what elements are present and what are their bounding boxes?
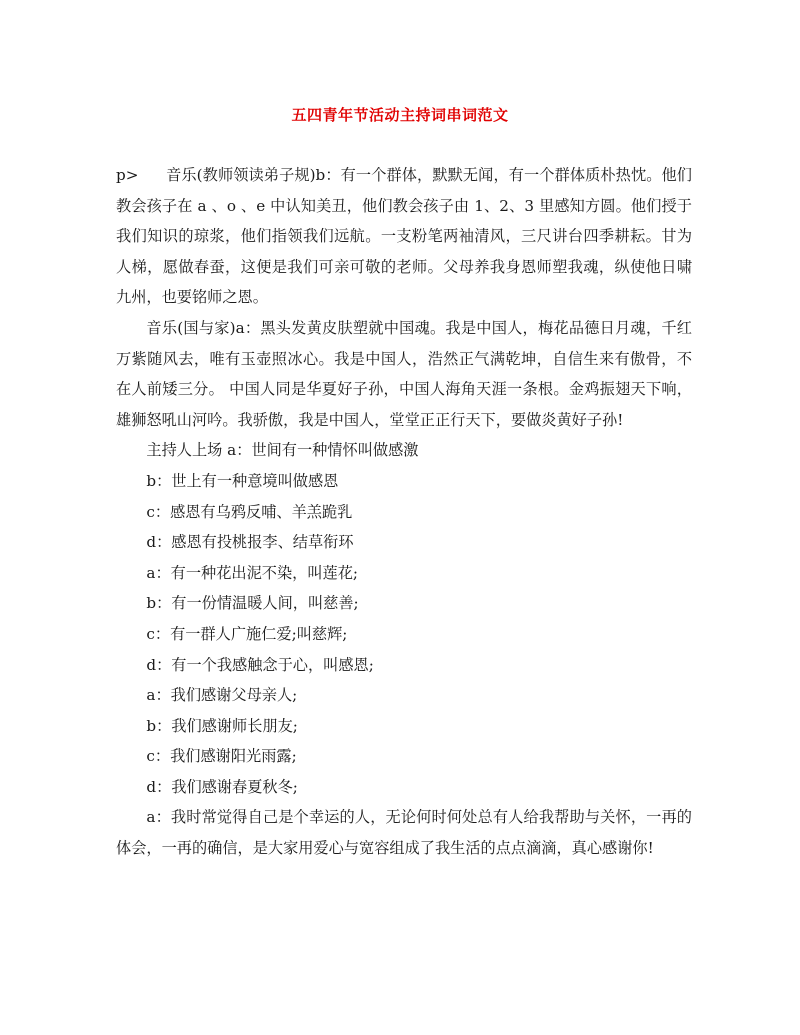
document-title: 五四青年节活动主持词串词范文 — [291, 106, 509, 124]
dialogue-line: a：我们感谢父母亲人; — [146, 686, 298, 705]
dialogue-line: c：感恩有乌鸦反哺、羊羔跪乳 — [146, 502, 353, 521]
dialogue-line: c：我们感谢阳光雨露; — [146, 747, 297, 766]
dialogue-line: a：有一种花出泥不染，叫莲花; — [146, 563, 358, 582]
document-body — [116, 160, 692, 864]
paragraph-2: 音乐(国与家)a：黑头发黄皮肤塑就中国魂。我是中国人，梅花品德日月魂，千红万紫随风去，唯有玉壶照冰心。我是中国人，浩然正气满乾坤，自信生来有傲骨，不在人前矮三分。 中国人同是华夏好子孙，中国人海角天涯一条根。金鸡振翅天下响，雄狮怒吼山河吟。我骄傲，我是中国人，堂堂正正行天下，要做炎黄好子孙! — [116, 318, 692, 429]
paragraph-1 — [116, 160, 692, 313]
dialogue-line: c：有一群人广施仁爱;叫慈辉; — [146, 624, 348, 643]
dialogue-line: d：有一个我感触念于心，叫感恩; — [146, 655, 374, 674]
dialogue-line: d：我们感谢春夏秋冬; — [146, 777, 298, 796]
dialogue-line: b：我们感谢师长朋友; — [146, 716, 298, 735]
paragraph-1-text: 音乐(教师领读弟子规)b：有一个群体，默默无闻，有一个群体质朴热忱。他们教会孩子在 a 、o 、e 中认知美丑，他们教会孩子由 1、2、3 里感知方圆。他们授于我们知识的琼浆，他们指领我们远航。一支粉笔两袖清风，三尺讲台四季耕耘。甘为人梯，愿做春蚕，这便是我们可亲可敬的老师。父母养我身恩师塑我魂，纵使他日啸九州，也要铭师之恩。 — [116, 166, 692, 307]
paragraph-prefix: p> — [116, 166, 139, 184]
dialogue-line: 主持人上场 a：世间有一种情怀叫做感激 — [146, 441, 419, 460]
dialogue-line: b：世上有一种意境叫做感恩 — [146, 471, 339, 490]
dialogue-line: d：感恩有投桃报李、结草衔环 — [146, 533, 354, 552]
closing-paragraph: a：我时常觉得自己是个幸运的人，无论何时何处总有人给我帮助与关怀，一再的体会，一再的确信，是大家用爱心与宽容组成了我生活的点点滴滴，真心感谢你! — [116, 808, 692, 858]
dialogue-line: b：有一份情温暖人间，叫慈善; — [146, 594, 359, 613]
